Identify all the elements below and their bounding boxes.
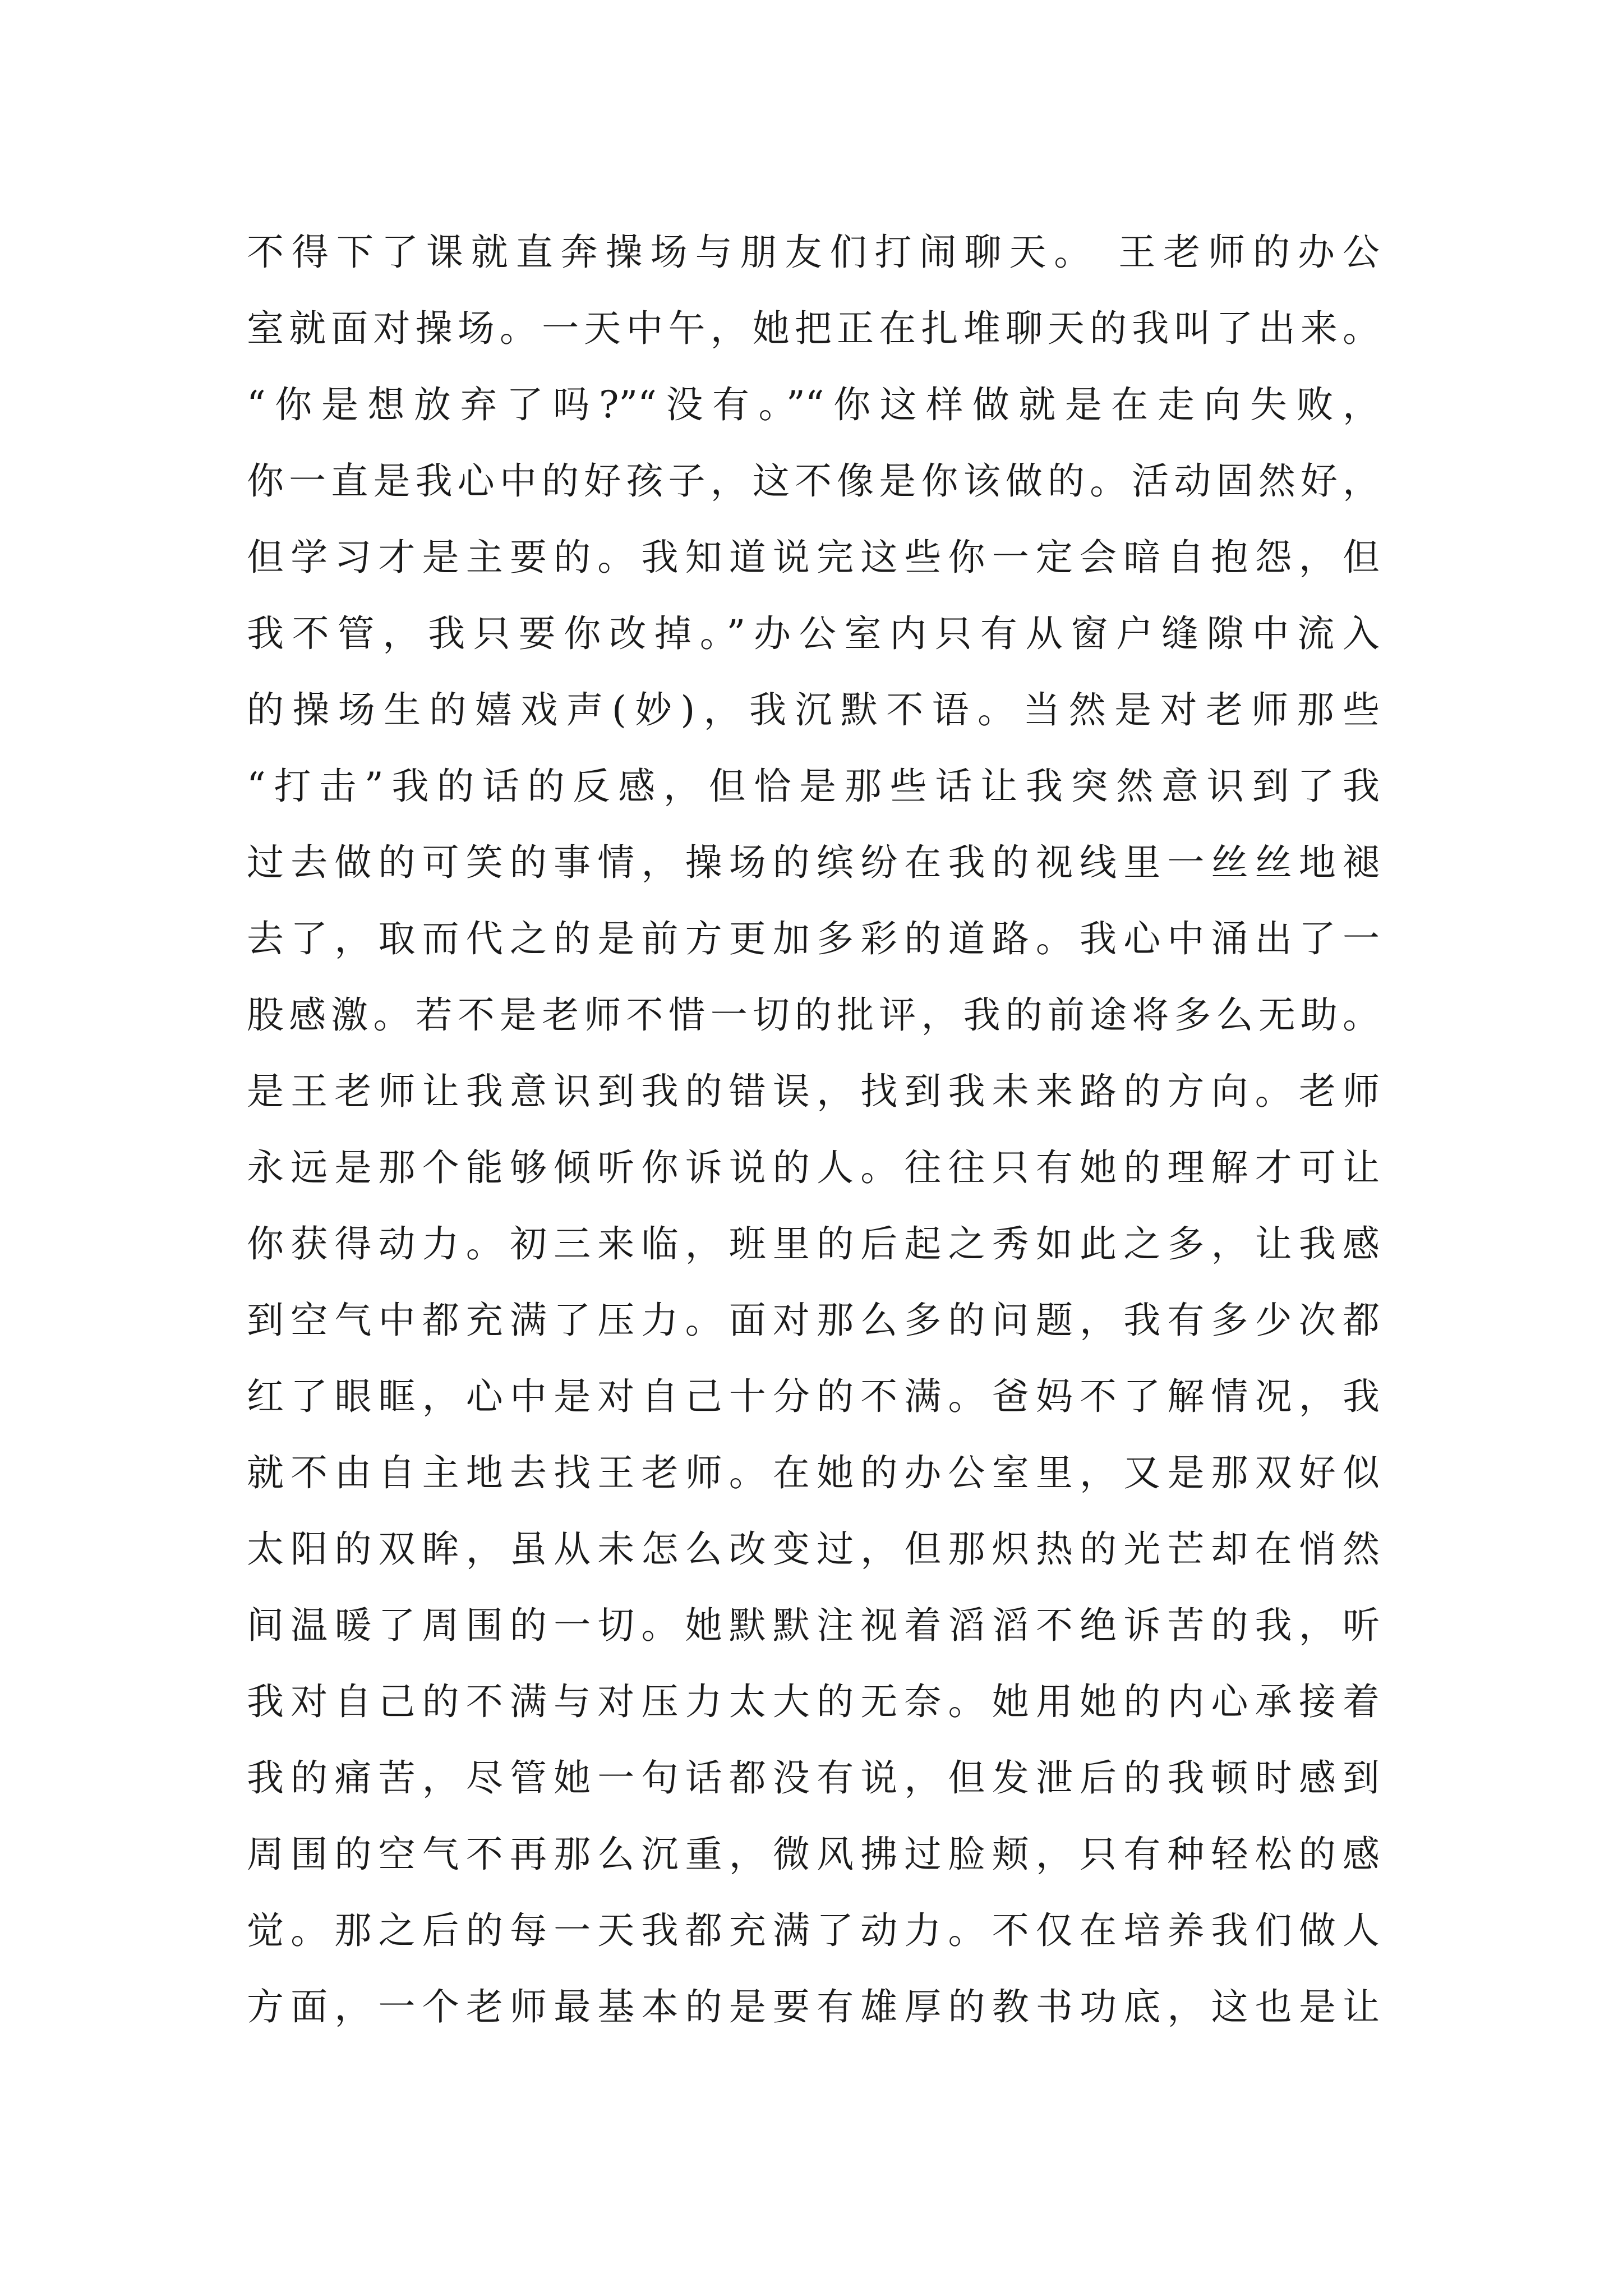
text-line: “你是想放弃了吗?”“没有。”“你这样做就是在走向失败， <box>247 383 1380 426</box>
text-line: 红了眼眶，心中是对自己十分的不满。爸妈不了解情况，我 <box>247 1375 1380 1418</box>
text-line: 永远是那个能够倾听你诉说的人。往往只有她的理解才可让 <box>247 1146 1380 1189</box>
text-line: 去了，取而代之的是前方更加多彩的道路。我心中涌出了一 <box>247 917 1380 960</box>
text-line: 觉。那之后的每一天我都充满了动力。不仅在培养我们做人 <box>247 1909 1380 1952</box>
text-line: 但学习才是主要的。我知道说完这些你一定会暗自抱怨，但 <box>247 536 1380 579</box>
text-line: 周围的空气不再那么沉重，微风拂过脸颊，只有种轻松的感 <box>247 1833 1380 1876</box>
text-line: 室就面对操场。一天中午，她把正在扎堆聊天的我叫了出来。 <box>247 307 1380 350</box>
text-line: 的操场生的嬉戏声(妙)，我沉默不语。当然是对老师那些 <box>247 688 1380 731</box>
text-line: 你获得动力。初三来临，班里的后起之秀如此之多，让我感 <box>247 1222 1380 1266</box>
text-line: 是王老师让我意识到我的错误，找到我未来路的方向。老师 <box>247 1070 1380 1113</box>
text-line: 不得下了课就直奔操场与朋友们打闹聊天。 王老师的办公 <box>247 231 1380 274</box>
text-line: 间温暖了周围的一切。她默默注视着滔滔不绝诉苦的我，听 <box>247 1604 1380 1647</box>
text-line: 股感激。若不是老师不惜一切的批评，我的前途将多么无助。 <box>247 993 1380 1037</box>
text-line: 我的痛苦，尽管她一句话都没有说，但发泄后的我顿时感到 <box>247 1756 1380 1800</box>
text-line: 方面，一个老师最基本的是要有雄厚的教书功底，这也是让 <box>247 1985 1380 2028</box>
text-line: 太阳的双眸，虽从未怎么改变过，但那炽热的光芒却在悄然 <box>247 1527 1380 1571</box>
text-line: 就不由自主地去找王老师。在她的办公室里，又是那双好似 <box>247 1451 1380 1494</box>
body-text <box>247 214 1380 2045</box>
text-line: “打击”我的话的反感，但恰是那些话让我突然意识到了我 <box>247 765 1380 808</box>
text-line: 我不管，我只要你改掉。”办公室内只有从窗户缝隙中流入 <box>247 612 1380 655</box>
text-line: 你一直是我心中的好孩子，这不像是你该做的。活动固然好， <box>247 459 1380 503</box>
text-line: 过去做的可笑的事情，操场的缤纷在我的视线里一丝丝地褪 <box>247 841 1380 884</box>
text-line: 到空气中都充满了压力。面对那么多的问题，我有多少次都 <box>247 1299 1380 1342</box>
text-line: 我对自己的不满与对压力太大的无奈。她用她的内心承接着 <box>247 1680 1380 1723</box>
